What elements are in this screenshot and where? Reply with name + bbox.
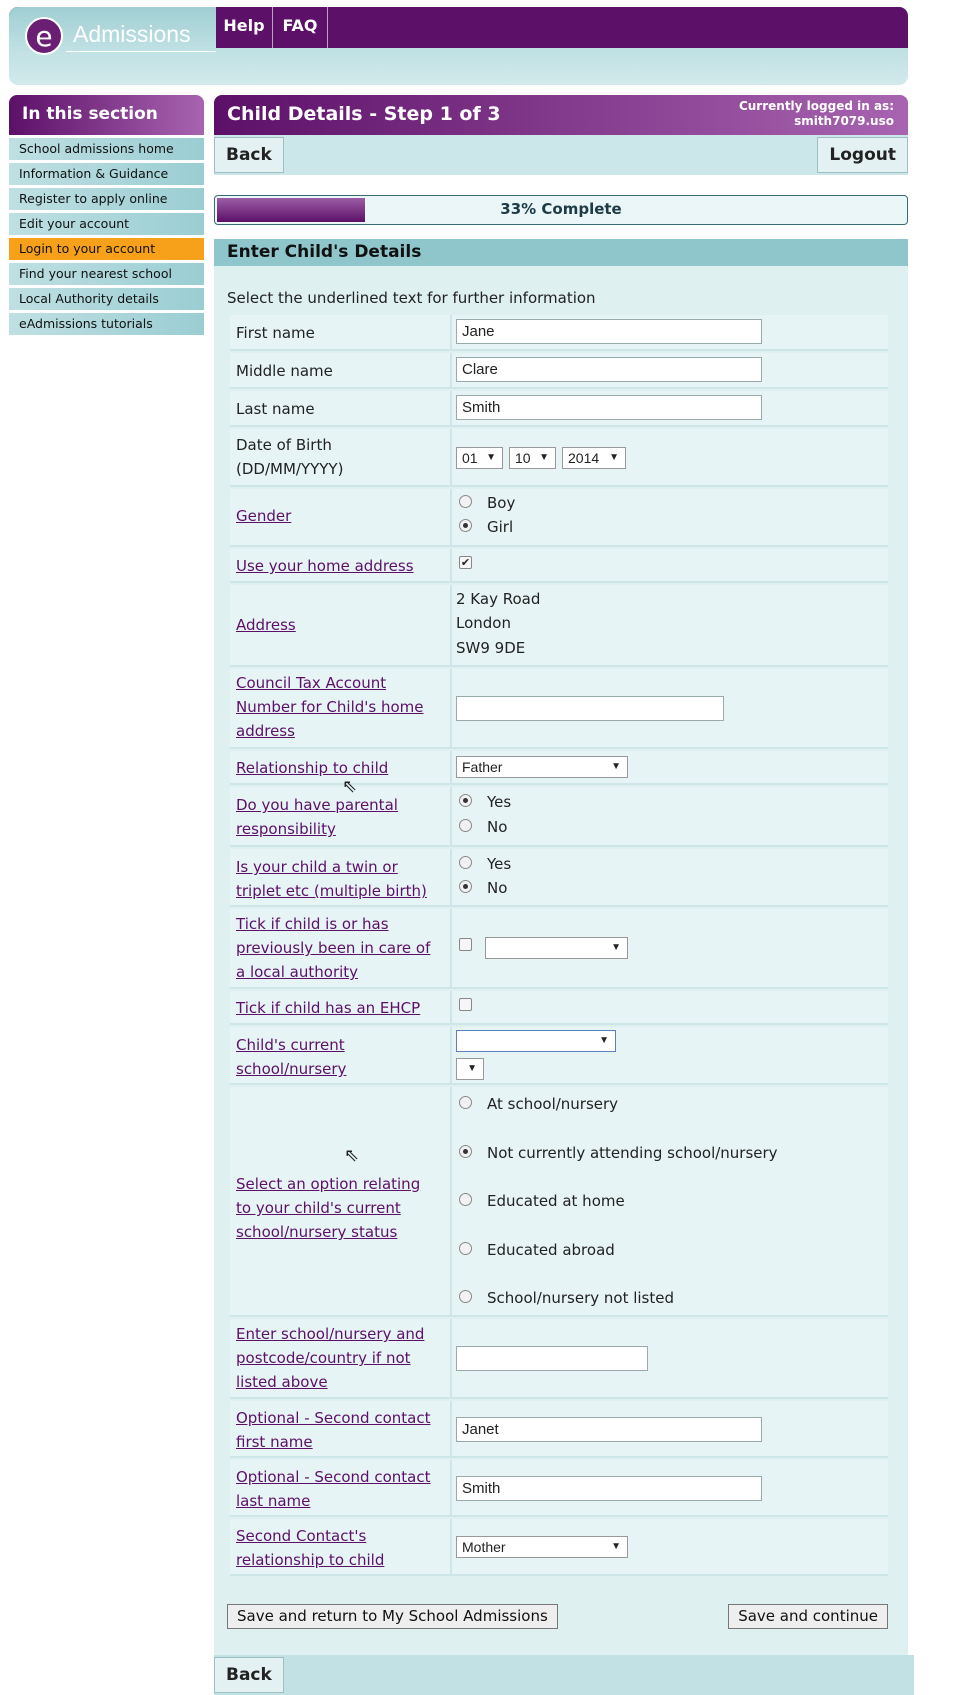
row-divider bbox=[450, 429, 452, 485]
dropdown-arrow-icon: ▼ bbox=[611, 1541, 621, 1552]
last-name-input[interactable] bbox=[456, 395, 762, 420]
dob-day-value: 01 bbox=[462, 450, 478, 466]
dob-year-value: 2014 bbox=[568, 450, 600, 466]
row-council-tax bbox=[230, 669, 888, 749]
child-details-form bbox=[214, 239, 908, 1679]
sidebar-item-tutorials[interactable]: eAdmissions tutorials bbox=[9, 313, 204, 335]
gender-label[interactable]: Gender bbox=[236, 507, 292, 525]
row-address bbox=[230, 585, 888, 667]
row-dob bbox=[230, 429, 888, 487]
row-divider bbox=[450, 849, 452, 905]
row-divider bbox=[450, 669, 452, 747]
row-first-name bbox=[230, 315, 888, 351]
address-line1: 2 Kay Road bbox=[456, 590, 541, 608]
page-title: Child Details - Step 1 of 3 bbox=[227, 103, 501, 125]
dropdown-arrow-icon: ▼ bbox=[611, 942, 621, 953]
current-school-label[interactable]: Child's current school/nursery bbox=[236, 1036, 347, 1078]
save-return-button[interactable]: Save and return to My School Admissions bbox=[227, 1604, 558, 1629]
status-abroad-label: Educated abroad bbox=[487, 1241, 615, 1259]
save-continue-button[interactable]: Save and continue bbox=[728, 1604, 888, 1629]
twin-label[interactable]: Is your child a twin or triplet etc (multiple birth) bbox=[236, 858, 427, 900]
row-divider bbox=[450, 909, 452, 987]
relationship-label[interactable]: Relationship to child bbox=[236, 759, 389, 777]
dob-label: Date of Birth (DD/MM/YYYY) bbox=[236, 436, 344, 478]
dob-month-select[interactable] bbox=[509, 447, 556, 469]
logo-e-icon: e bbox=[25, 17, 63, 55]
back-button[interactable]: Back bbox=[214, 137, 284, 173]
sidebar-item-register[interactable]: Register to apply online bbox=[9, 188, 204, 210]
row-middle-name bbox=[230, 353, 888, 389]
login-status bbox=[739, 99, 894, 129]
parental-label[interactable]: Do you have parental responsibility bbox=[236, 796, 398, 838]
home-address-checkbox[interactable]: ✔ bbox=[460, 556, 471, 569]
row-divider bbox=[450, 1319, 452, 1397]
row-not-listed bbox=[230, 1319, 888, 1399]
dropdown-arrow-icon: ▼ bbox=[599, 1035, 609, 1046]
not-listed-input[interactable] bbox=[456, 1346, 648, 1371]
second-first-label[interactable]: Optional - Second contact first name bbox=[236, 1409, 431, 1451]
row-second-first bbox=[230, 1401, 888, 1458]
row-last-name bbox=[230, 391, 888, 427]
status-not-attending-radio[interactable] bbox=[459, 1145, 472, 1158]
status-not-listed-label: School/nursery not listed bbox=[487, 1289, 675, 1307]
row-parental bbox=[230, 787, 888, 847]
parental-yes-label: Yes bbox=[487, 793, 512, 811]
home-address-label[interactable]: Use your home address bbox=[236, 557, 414, 575]
row-gender bbox=[230, 489, 888, 547]
row-divider bbox=[450, 1460, 452, 1515]
gender-girl-radio[interactable] bbox=[459, 519, 472, 532]
row-divider bbox=[450, 991, 452, 1023]
sidebar-item-la-details[interactable]: Local Authority details bbox=[9, 288, 204, 310]
dropdown-arrow-icon: ▼ bbox=[486, 452, 496, 463]
address-label[interactable]: Address bbox=[236, 616, 296, 634]
twin-no-radio[interactable] bbox=[459, 880, 472, 893]
progress-text: 33% Complete bbox=[500, 200, 622, 218]
logo-underline bbox=[66, 51, 216, 52]
parental-yes-radio[interactable] bbox=[459, 794, 472, 807]
logged-in-label: Currently logged in as: bbox=[738, 99, 894, 113]
row-current-school bbox=[230, 1027, 888, 1085]
nav-help[interactable]: Help bbox=[216, 7, 273, 48]
parental-no-radio[interactable] bbox=[459, 819, 472, 832]
row-home-address bbox=[230, 549, 888, 583]
gender-boy-label: Boy bbox=[487, 494, 516, 512]
second-last-label[interactable]: Optional - Second contact last name bbox=[236, 1468, 431, 1510]
last-name-label: Last name bbox=[236, 400, 315, 418]
sidebar-item-edit-account[interactable]: Edit your account bbox=[9, 213, 204, 235]
row-divider bbox=[450, 1401, 452, 1456]
status-not-attending-label: Not currently attending school/nursery bbox=[487, 1144, 778, 1162]
second-rel-value: Mother bbox=[462, 1539, 506, 1555]
ehcp-checkbox[interactable] bbox=[459, 998, 472, 1011]
dob-day-select[interactable] bbox=[456, 447, 503, 469]
row-divider bbox=[450, 549, 452, 581]
status-abroad-radio[interactable] bbox=[459, 1242, 472, 1255]
status-home-label: Educated at home bbox=[487, 1192, 625, 1210]
status-at-school-label: At school/nursery bbox=[487, 1095, 619, 1113]
row-divider bbox=[450, 315, 452, 349]
eadmissions-logo[interactable] bbox=[9, 7, 216, 56]
twin-yes-label: Yes bbox=[487, 855, 512, 873]
gender-girl-label: Girl bbox=[487, 518, 514, 536]
twin-yes-radio[interactable] bbox=[459, 856, 472, 869]
twin-no-label: No bbox=[487, 879, 508, 897]
nav-faq[interactable]: FAQ bbox=[273, 7, 328, 48]
row-second-last bbox=[230, 1460, 888, 1517]
school-status-label[interactable]: Select an option relating to your child's current school/nursery status bbox=[236, 1175, 421, 1241]
row-divider bbox=[450, 1027, 452, 1083]
sidebar-item-guidance[interactable]: Information & Guidance bbox=[9, 163, 204, 185]
relationship-value: Father bbox=[462, 759, 503, 775]
second-rel-select[interactable] bbox=[456, 1536, 628, 1558]
row-divider bbox=[450, 391, 452, 425]
progress-bar bbox=[214, 195, 908, 225]
council-tax-label[interactable]: Council Tax Account Number for Child's home address bbox=[236, 674, 424, 740]
second-first-input[interactable] bbox=[456, 1417, 762, 1442]
parental-no-label: No bbox=[487, 818, 508, 836]
row-divider bbox=[450, 585, 452, 665]
status-home-radio[interactable] bbox=[459, 1193, 472, 1206]
footer-bar bbox=[214, 1655, 914, 1695]
gender-boy-radio[interactable] bbox=[459, 495, 472, 508]
username: smith7079.uso bbox=[794, 114, 894, 128]
status-not-listed-radio[interactable] bbox=[459, 1290, 472, 1303]
dropdown-arrow-icon: ▼ bbox=[609, 452, 619, 463]
sidebar-item-login[interactable]: Login to your account bbox=[9, 238, 204, 260]
current-school-sub-select[interactable] bbox=[456, 1058, 484, 1080]
middle-name-label: Middle name bbox=[236, 362, 333, 380]
dropdown-arrow-icon: ▼ bbox=[611, 761, 621, 772]
top-button-bar bbox=[214, 135, 908, 175]
logo-text: Admissions bbox=[73, 21, 191, 47]
logout-button[interactable]: Logout bbox=[817, 137, 908, 173]
dob-year-select[interactable] bbox=[562, 447, 626, 469]
council-tax-input[interactable] bbox=[456, 696, 724, 721]
dropdown-arrow-icon: ▼ bbox=[539, 452, 549, 463]
row-care bbox=[230, 909, 888, 989]
row-divider bbox=[450, 751, 452, 783]
footer-back-button[interactable]: Back bbox=[214, 1657, 284, 1693]
mouse-cursor-icon: ⇖ bbox=[342, 776, 358, 797]
form-instructions: Select the underlined text for further information bbox=[227, 289, 596, 307]
mouse-cursor-icon: ⇖ bbox=[344, 1145, 360, 1166]
care-label[interactable]: Tick if child is or has previously been in care of a local authority bbox=[236, 915, 431, 981]
middle-name-input[interactable] bbox=[456, 357, 762, 382]
row-ehcp bbox=[230, 991, 888, 1025]
second-last-input[interactable] bbox=[456, 1476, 762, 1501]
row-relationship bbox=[230, 751, 888, 785]
row-school-status bbox=[230, 1087, 888, 1317]
row-divider bbox=[450, 1519, 452, 1574]
not-listed-label[interactable]: Enter school/nursery and postcode/country if not listed above bbox=[236, 1325, 425, 1391]
sidebar bbox=[9, 95, 204, 335]
status-at-school-radio[interactable] bbox=[459, 1096, 472, 1109]
row-divider bbox=[450, 1087, 452, 1315]
form-heading: Enter Child's Details bbox=[214, 239, 908, 266]
second-rel-label[interactable]: Second Contact's relationship to child bbox=[236, 1527, 385, 1569]
relationship-select[interactable] bbox=[456, 756, 628, 778]
sidebar-title: In this section bbox=[9, 95, 204, 135]
sidebar-item-home[interactable]: School admissions home bbox=[9, 138, 204, 160]
row-divider bbox=[450, 489, 452, 545]
first-name-input[interactable] bbox=[456, 319, 762, 344]
title-bar bbox=[214, 95, 908, 135]
row-divider bbox=[450, 787, 452, 845]
sidebar-item-nearest-school[interactable]: Find your nearest school bbox=[9, 263, 204, 285]
row-second-rel bbox=[230, 1519, 888, 1576]
address-line2: London bbox=[456, 614, 511, 632]
care-checkbox[interactable] bbox=[459, 938, 472, 951]
dropdown-arrow-icon: ▼ bbox=[467, 1063, 477, 1074]
row-divider bbox=[450, 353, 452, 387]
dob-month-value: 10 bbox=[515, 450, 531, 466]
care-select[interactable] bbox=[485, 937, 628, 959]
site-header bbox=[9, 7, 908, 85]
ehcp-label[interactable]: Tick if child has an EHCP bbox=[236, 999, 421, 1017]
first-name-label: First name bbox=[236, 324, 315, 342]
current-school-select[interactable] bbox=[456, 1030, 616, 1052]
row-twin bbox=[230, 849, 888, 907]
address-line3: SW9 9DE bbox=[456, 639, 526, 657]
main-content bbox=[214, 95, 908, 1625]
